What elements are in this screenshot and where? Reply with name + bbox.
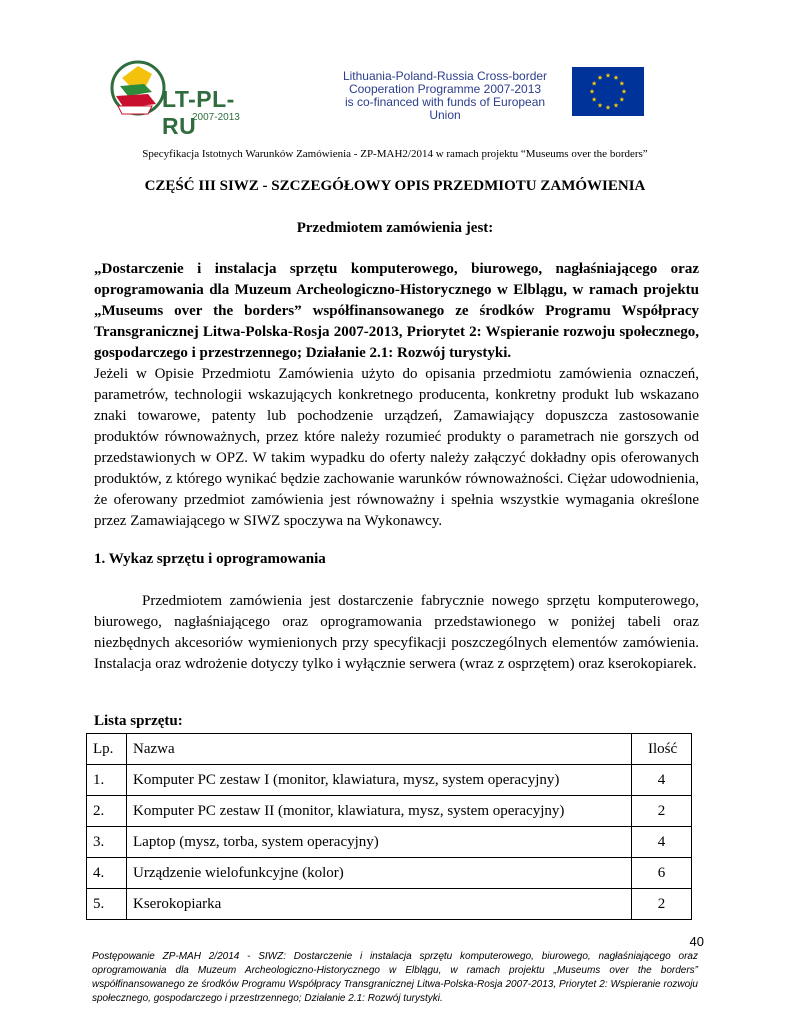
eu-text-line-3: is co-financed with funds of European Union — [344, 95, 546, 122]
table-cell-number: 4. — [87, 858, 127, 889]
section-heading: 1. Wykaz sprzętu i oprogramowania — [94, 551, 326, 567]
equipment-table — [86, 733, 692, 920]
page-number: 40 — [689, 934, 704, 949]
page-footer: Postępowanie ZP-MAH 2/2014 - SIWZ: Dostarczenie i instalacja sprzętu komputerowego, biurowego, nagłaśniającego oraz oprogramowania dla Muzeum Archeologiczno-Historycznego w Elblągu, w ramach projektu „Museums over the borders” współfinansowanego ze środków Programu Współpracy Transgranicznej Litwa-Polska-Rosja 2007-2013, Priorytet 2: Wspieranie rozwoju społecznego, gospodarczego i przestrzennego; Działanie 2.1: Rozwój turystyki. — [92, 951, 698, 1004]
table-row — [87, 858, 692, 889]
table-cell-name: Kserokopiarka — [127, 889, 632, 920]
table-header-cell: Nazwa — [127, 734, 632, 765]
table-cell-number: 1. — [87, 765, 127, 796]
table-header-cell: Ilość — [632, 734, 692, 765]
program-logo-emblem — [108, 56, 168, 126]
table-cell-quantity: 4 — [632, 827, 692, 858]
table-cell-name: Laptop (mysz, torba, system operacyjny) — [127, 827, 632, 858]
table-row — [87, 765, 692, 796]
list-heading: Lista sprzętu: — [94, 713, 183, 729]
table-cell-name: Komputer PC zestaw I (monitor, klawiatura, mysz, system operacyjny) — [127, 765, 632, 796]
document-header: Specyfikacja Istotnych Warunków Zamówienia - ZP-MAH2/2014 w ramach projektu “Museums over the borders” — [142, 148, 648, 160]
table-cell-name: Komputer PC zestaw II (monitor, klawiatura, mysz, system operacyjny) — [127, 796, 632, 827]
program-logo-text: LT-PL-RU — [162, 86, 235, 139]
table-cell-quantity: 6 — [632, 858, 692, 889]
table-cell-number: 2. — [87, 796, 127, 827]
subject-heading: Przedmiotem zamówienia jest: — [296, 220, 494, 236]
program-logo — [108, 56, 258, 139]
eu-text-line-1: Lithuania-Poland-Russia Cross-border — [342, 69, 548, 83]
table-row — [87, 796, 692, 827]
subject-text: „Dostarczenie i instalacja sprzętu komputerowego, biurowego, nagłaśniającego oraz oprogramowania dla Muzeum Archeologiczno-Historycznego w Elblągu, w ramach projektu „Museums over the borders” współfinansowanego ze środków Programu Współpracy Transgranicznej Litwa-Polska-Rosja 2007-2013, Priorytet 2: Wspieranie rozwoju społecznego, gospodarczego i przestrzennego; Działanie 2.1: Rozwój turystyki. — [94, 261, 699, 361]
program-logo-years: 2007-2013 — [192, 112, 240, 123]
table-cell-quantity: 4 — [632, 765, 692, 796]
equivalence-paragraph: Jeżeli w Opisie Przedmiotu Zamówienia użyto do opisania przedmiotu zamówienia oznaczeń, parametrów, technologii wskazujących konkretnego producenta, konkretny produkt lub wskazano znaki towarowe, patenty lub pochodzenie urządzeń, Zamawiający dopuszcza zastosowanie produktów równoważnych, przez które należy rozumieć produkty o parametrach nie gorszych od przedstawionych w OPZ. W takim wypadku do oferty należy załączyć dokładny opis oferowanych produktów, z którego wynikać będzie zachowanie warunków równoważności. Ciężar udowodnienia, że oferowany przedmiot zamówienia jest równoważny i spełnia wszystkie wymagania określone przez Zamawiającego w SIWZ spoczywa na Wykonawcy. — [94, 366, 699, 529]
table-cell-quantity: 2 — [632, 889, 692, 920]
table-header-cell: Lp. — [87, 734, 127, 765]
table-header-row — [87, 734, 692, 765]
table-row — [87, 889, 692, 920]
table-cell-quantity: 2 — [632, 796, 692, 827]
table-cell-name: Urządzenie wielofunkcyjne (kolor) — [127, 858, 632, 889]
table-row — [87, 827, 692, 858]
part-title: CZĘŚĆ III SIWZ - SZCZEGÓŁOWY OPIS PRZEDMIOTU ZAMÓWIENIA — [144, 178, 646, 194]
intro-paragraph: Przedmiotem zamówienia jest dostarczenie fabrycznie nowego sprzętu komputerowego, biurowego, nagłaśniającego oraz oprogramowania przedstawionego w poniżej tabeli oraz niezbędnych akcesoriów wymienionych przy specyfikacji poszczególnych elementów zamówienia. Instalacja oraz wdrożenie dotyczy tylko i wyłącznie serwera (wraz z osprzętem) oraz kserokopiarek. — [94, 593, 699, 672]
eu-flag-icon — [572, 67, 644, 116]
eu-text-line-2: Cooperation Programme 2007-2013 — [348, 82, 542, 96]
table-cell-number: 5. — [87, 889, 127, 920]
eu-cofinancing-text — [330, 70, 560, 122]
table-cell-number: 3. — [87, 827, 127, 858]
